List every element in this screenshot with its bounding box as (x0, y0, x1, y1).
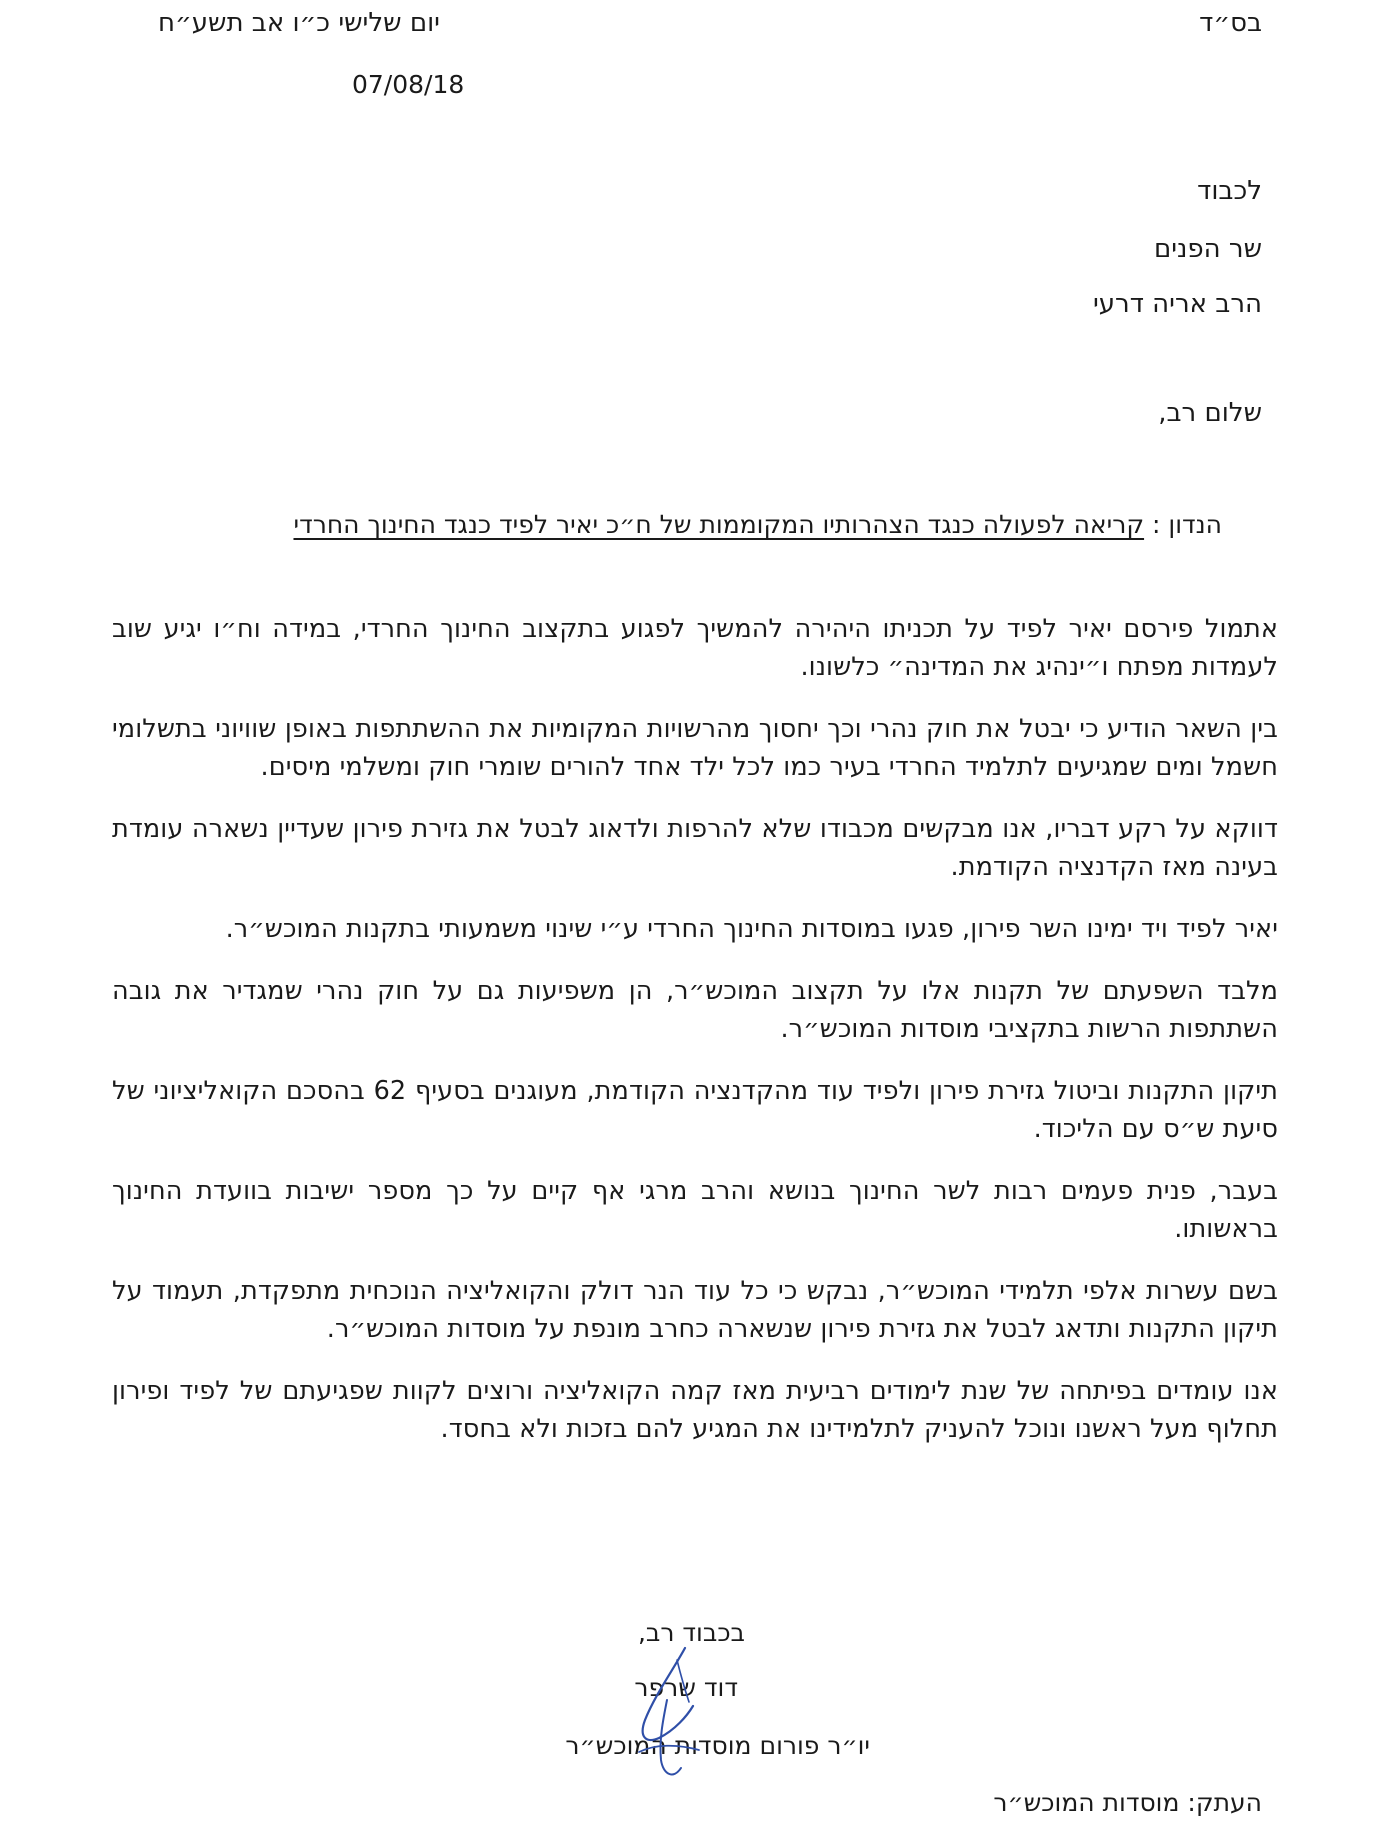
body-paragraph: תיקון התקנות וביטול גזירת פירון ולפיד עוד מהקדנציה הקודמת, מעוגנים בסעיף 62 בהסכם הקואליציוני של סיעת ש״ס עם הליכוד. (112, 1076, 1278, 1144)
hebrew-date: יום שלישי כ״ו אב תשע״ח (158, 8, 440, 38)
body-paragraph: מלבד השפעתם של תקנות אלו על תקצוב המוכש״ר, הן משפיעות גם על חוק נהרי שמגדיר את גובה השתתפות הרשות בתקציבי מוסדות המוכש״ר. (112, 976, 1278, 1044)
signer-name: דוד שרפר (634, 1673, 738, 1702)
cc-line: העתק: מוסדות המוכש״ר (993, 1788, 1262, 1817)
closing-regards: בכבוד רב, (637, 1618, 745, 1647)
recipient-salutation: לכבוד (1197, 176, 1262, 206)
body-paragraph: בין השאר הודיע כי יבטל את חוק נהרי וכך יחסוך מהרשויות המקומיות את ההשתתפות באופן שוויוני בתשלומי חשמל ומים שמגיעים לתלמיד החרדי בעיר כמו לכל ילד אחד להורים שומרי חוק ומשלמי מיסים. (112, 714, 1278, 782)
body-paragraph: בשם עשרות אלפי תלמידי המוכש״ר, נבקש כי כל עוד הנר דולק והקואליציה הנוכחית מתפקדת, תעמוד על תיקון התקנות ותדאג לבטל את גזירת פירון שנשארה כחרב מונפת על מוסדות המוכש״ר. (112, 1276, 1278, 1344)
letter-body (112, 610, 1278, 1472)
greeting: שלום רב, (1158, 398, 1262, 428)
bsd-heading: בס״ד (1199, 8, 1262, 38)
body-paragraph: אתמול פירסם יאיר לפיד על תכניתו היהירה להמשיך לפגוע בתקצוב החינוך החרדי, במידה וח״ו יגיע שוב לעמדות מפתח ו״ינהיג את המדינה״ כלשונו. (112, 614, 1278, 682)
signer-title: יו״ר פורום מוסדות המוכש״ר (565, 1731, 870, 1760)
subject-label: הנדון : (1152, 510, 1222, 539)
body-paragraph: יאיר לפיד ויד ימינו השר פירון, פגעו במוסדות החינוך החרדי ע״י שינוי משמעותי בתקנות המוכש״ר. (225, 914, 1278, 944)
body-paragraph: בעבר, פנית פעמים רבות לשר החינוך בנושא והרב מרגי אף קיים על כך מספר ישיבות בוועדת החינוך בראשותו. (112, 1176, 1278, 1244)
subject-line (293, 510, 1222, 539)
body-paragraph: אנו עומדים בפיתחה של שנת לימודים רביעית מאז קמה הקואליציה ורוצים לקוות שפגיעתם של לפיד ופירון תחלוף מעל ראשנו ונוכל להעניק לתלמידינו את המגיע להם בזכות ולא בחסד. (112, 1376, 1278, 1444)
body-paragraph: דווקא על רקע דבריו, אנו מבקשים מכבודו שלא להרפות ולדאוג לבטל את גזירת פירון שעדיין נשארה עומדת בעינה מאז הקדנציה הקודמת. (112, 814, 1278, 882)
handwritten-signature (615, 1640, 725, 1790)
subject-text: קריאה לפעולה כנגד הצהרותיו המקוממות של ח״כ יאיר לפיד כנגד החינוך החרדי (293, 510, 1145, 539)
recipient-title: שר הפנים (1153, 234, 1262, 264)
recipient-name: הרב אריה דרעי (1092, 289, 1262, 319)
gregorian-date: 07/08/18 (352, 70, 465, 99)
